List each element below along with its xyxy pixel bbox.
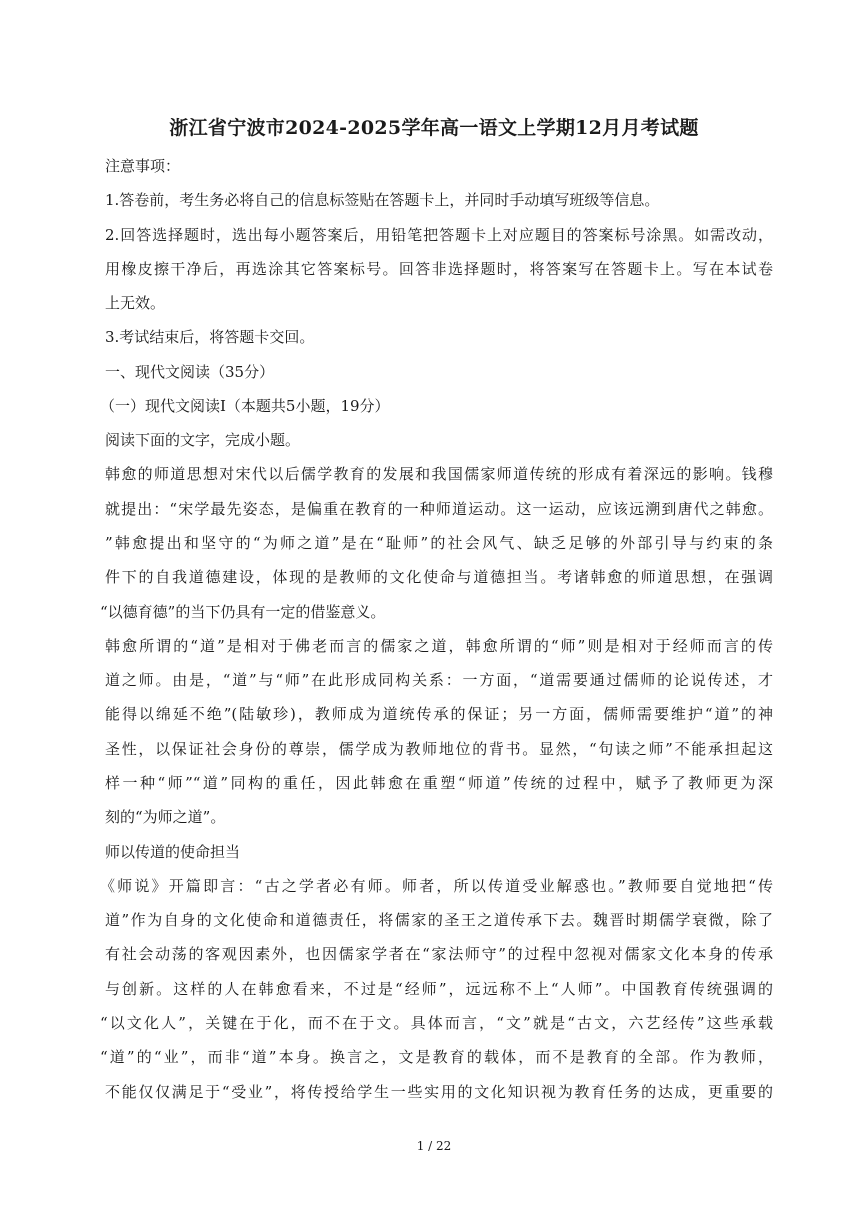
paragraph-line: 不能仅仅满足于“受业”，将传授给学生一些实用的文化知识视为教育任务的达成，更重要的 xyxy=(105,1083,773,1101)
paragraph-line: 韩愈的师道思想对宋代以后儒学教育的发展和我国儒家师道传统的形成有着深远的影响。钱穆 xyxy=(105,465,773,483)
notice-item-2-cont: 用橡皮擦干净后，再选涂其它答案标号。回答非选择题时，将答案写在答题卡上。写在本试卷 xyxy=(105,260,773,278)
paragraph-line: 道之师。由是，“道”与“师”在此形成同构关系：一方面，“道需要通过儒师的论说传述，才 xyxy=(105,671,773,689)
paragraph-line: ”韩愈提出和坚守的“为师之道”是在“耻师”的社会风气、缺乏足够的外部引导与约束的条 xyxy=(105,534,773,552)
notice-item-2: 2.回答选择题时，选出每小题答案后，用铅笔把答题卡上对应题目的答案标号涂黑。如需改动， xyxy=(105,226,773,244)
paragraph-line: 圣性，以保证社会身份的尊崇，儒学成为教师地位的背书。显然，“句读之师”不能承担起这 xyxy=(105,740,773,758)
paragraph-line: 能得以绵延不绝”(陆敏珍)，教师成为道统传承的保证；另一方面，儒师需要维护“道”的神 xyxy=(105,705,773,723)
notice-item-3: 3.考试结束后，将答题卡交回。 xyxy=(105,328,315,346)
paragraph-line: 就提出：“宋学最先姿态，是偏重在教育的一种师道运动。这一运动，应该远溯到唐代之韩愈。 xyxy=(105,500,773,518)
notice-item-1: 1.答卷前，考生务必将自己的信息标签贴在答题卡上，并同时手动填写班级等信息。 xyxy=(105,191,660,209)
paragraph-line: 有社会动荡的客观因素外，也因儒家学者在“家法师守”的过程中忽视对儒家文化本身的传承 xyxy=(105,945,773,963)
paragraph-line: 刻的“为师之道”。 xyxy=(105,808,226,826)
paragraph-line: 韩愈所谓的“道”是相对于佛老而言的儒家之道，韩愈所谓的“师”则是相对于经师而言的传 xyxy=(105,637,773,655)
subsection-heading: （一）现代文阅读Ⅰ（本题共5小题，19分） xyxy=(100,397,390,415)
paragraph-line: “道”的“业”，而非“道”本身。换言之，文是教育的载体，而不是教育的全部。作为教师， xyxy=(100,1048,773,1066)
paragraph-line: 与创新。这样的人在韩愈看来，不过是“经师”，远远称不上“人师”。中国教育传统强调的 xyxy=(105,980,773,998)
page-title: 浙江省宁波市2024-2025学年高一语文上学期12月月考试题 xyxy=(169,117,699,139)
notice-item-2-end: 上无效。 xyxy=(105,294,166,312)
section-heading: 一、现代文阅读（35分） xyxy=(105,363,275,381)
paragraph-line: “以德育德”的当下仍具有一定的借鉴意义。 xyxy=(100,603,386,621)
paragraph-line: 《师说》开篇即言：“古之学者必有师。师者，所以传道受业解惑也。”教师要自觉地把“传 xyxy=(100,877,773,895)
subheading: 师以传道的使命担当 xyxy=(105,843,241,861)
notice-heading: 注意事项： xyxy=(105,157,181,175)
paragraph-line: 样一种“师”“道”同构的重任，因此韩愈在重塑“师道”传统的过程中，赋予了教师更为深 xyxy=(105,774,773,792)
instruction-text: 阅读下面的文字，完成小题。 xyxy=(105,431,301,449)
paragraph-line: 道”作为自身的文化使命和道德责任，将儒家的圣王之道传承下去。魏晋时期儒学衰微，除了 xyxy=(105,911,773,929)
paragraph-line: “以文化人”，关键在于化，而不在于文。具体而言，“文”就是“古文，六艺经传”这些承载 xyxy=(100,1014,773,1032)
paragraph-line: 件下的自我道德建设，体现的是教师的文化使命与道德担当。考诸韩愈的师道思想，在强调 xyxy=(105,568,773,586)
page-number: 1 / 22 xyxy=(416,1139,452,1153)
